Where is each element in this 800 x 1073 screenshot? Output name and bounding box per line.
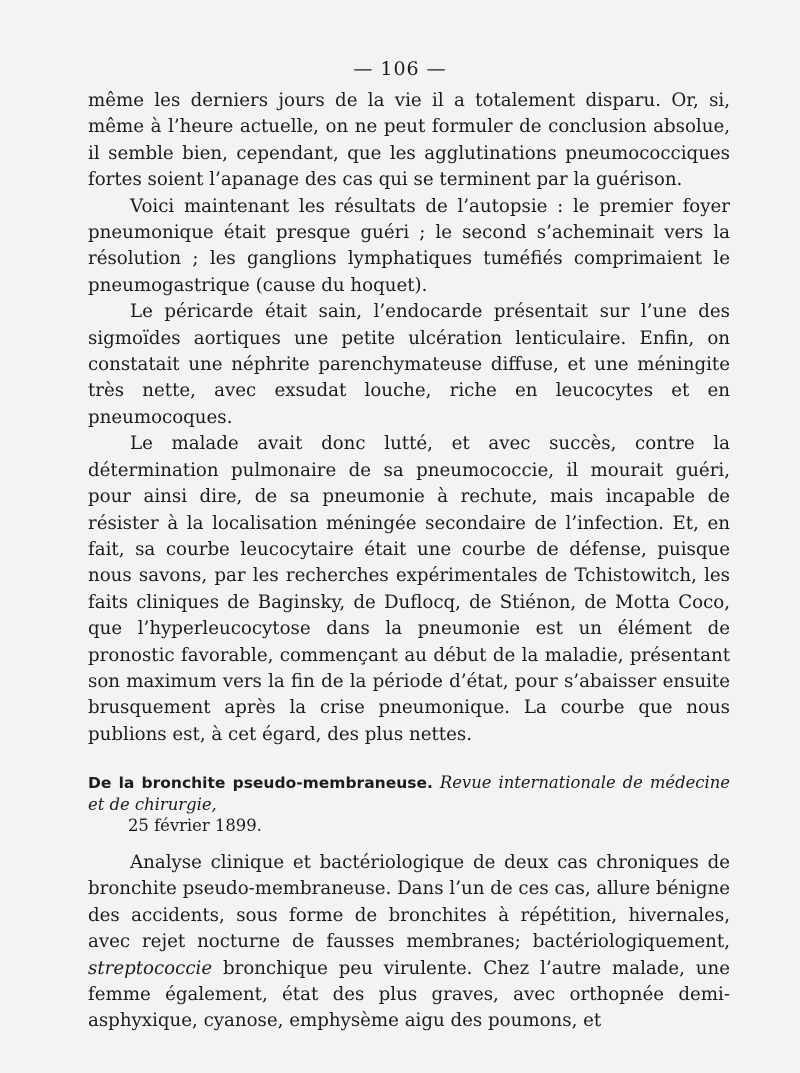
- abstract-text-before: Analyse clinique et bactériologique de deux cas chroniques de bronchite pseudo-membraneuse. Dans l’un de ces cas, allure bénigne des accidents, sous forme de bronchites à répétition, hivernales, avec rejet nocturne de fausses membranes; bactériologiquement,: [88, 852, 730, 953]
- abstract-text: [88, 850, 730, 1035]
- abstract-italic-term: streptococcie: [88, 957, 213, 979]
- main-text: [88, 88, 730, 748]
- citation-journal: Revue internationale de médecine et de chirurgie,: [88, 773, 730, 814]
- bibliographic-citation: [88, 772, 730, 836]
- page-number: — 106 —: [353, 58, 447, 80]
- paragraph-3: Le péricarde était sain, l’endocarde présentait sur l’une des sigmoïdes aortiques une petite ulcération lenticulaire. Enfin, on constatait une néphrite parenchymateuse diffuse, et une méningite très nette, avec exsudat louche, riche en leucocytes et en pneumocoques.: [88, 301, 730, 428]
- abstract-text-after: bronchique peu virulente. Chez l’autre malade, une femme également, état des plus graves, avec orthopnée demi-asphyxique, cyanose, emphysème aigu des poumons, et: [88, 957, 730, 1032]
- paragraph-1: même les derniers jours de la vie il a totalement disparu. Or, si, même à l’heure actuelle, on ne peut formuler de conclusion absolue, il semble bien, cependant, que les agglutinations pneumococciques fortes soient l’apanage des cas qui se terminent par la guérison.: [88, 90, 730, 191]
- paragraph-4: Le malade avait donc lutté, et avec succès, contre la détermination pulmonaire de sa pneumococcie, il mourait guéri, pour ainsi dire, de sa pneumonie à rechute, mais incapable de résister à la localisation méningée secondaire de l’infection. Et, en fait, sa courbe leucocytaire était une courbe de défense, puisque nous savons, par les recherches expérimentales de Tchistowitch, les faits cliniques de Baginsky, de Duflocq, de Stiénon, de Motta Coco, que l’hyperleucocytose dans la pneumonie est un élément de pronostic favorable, commençant au début de la maladie, présentant son maximum vers la fin de la période d’état, pour s’abaisser ensuite brusquement après la crise pneumonique. La courbe que nous publions est, à cet égard, des plus nettes.: [88, 433, 730, 745]
- citation-title: De la bronchite pseudo-membraneuse.: [88, 774, 433, 792]
- paragraph-2: Voici maintenant les résultats de l’autopsie : le premier foyer pneumonique était presque guéri ; le second s’acheminait vers la résolution ; les ganglions lymphatiques tuméfiés comprimaient le pneumogastrique (cause du hoquet).: [88, 195, 730, 296]
- abstract-paragraph: [88, 850, 730, 1035]
- citation-date: 25 février 1899.: [128, 816, 262, 835]
